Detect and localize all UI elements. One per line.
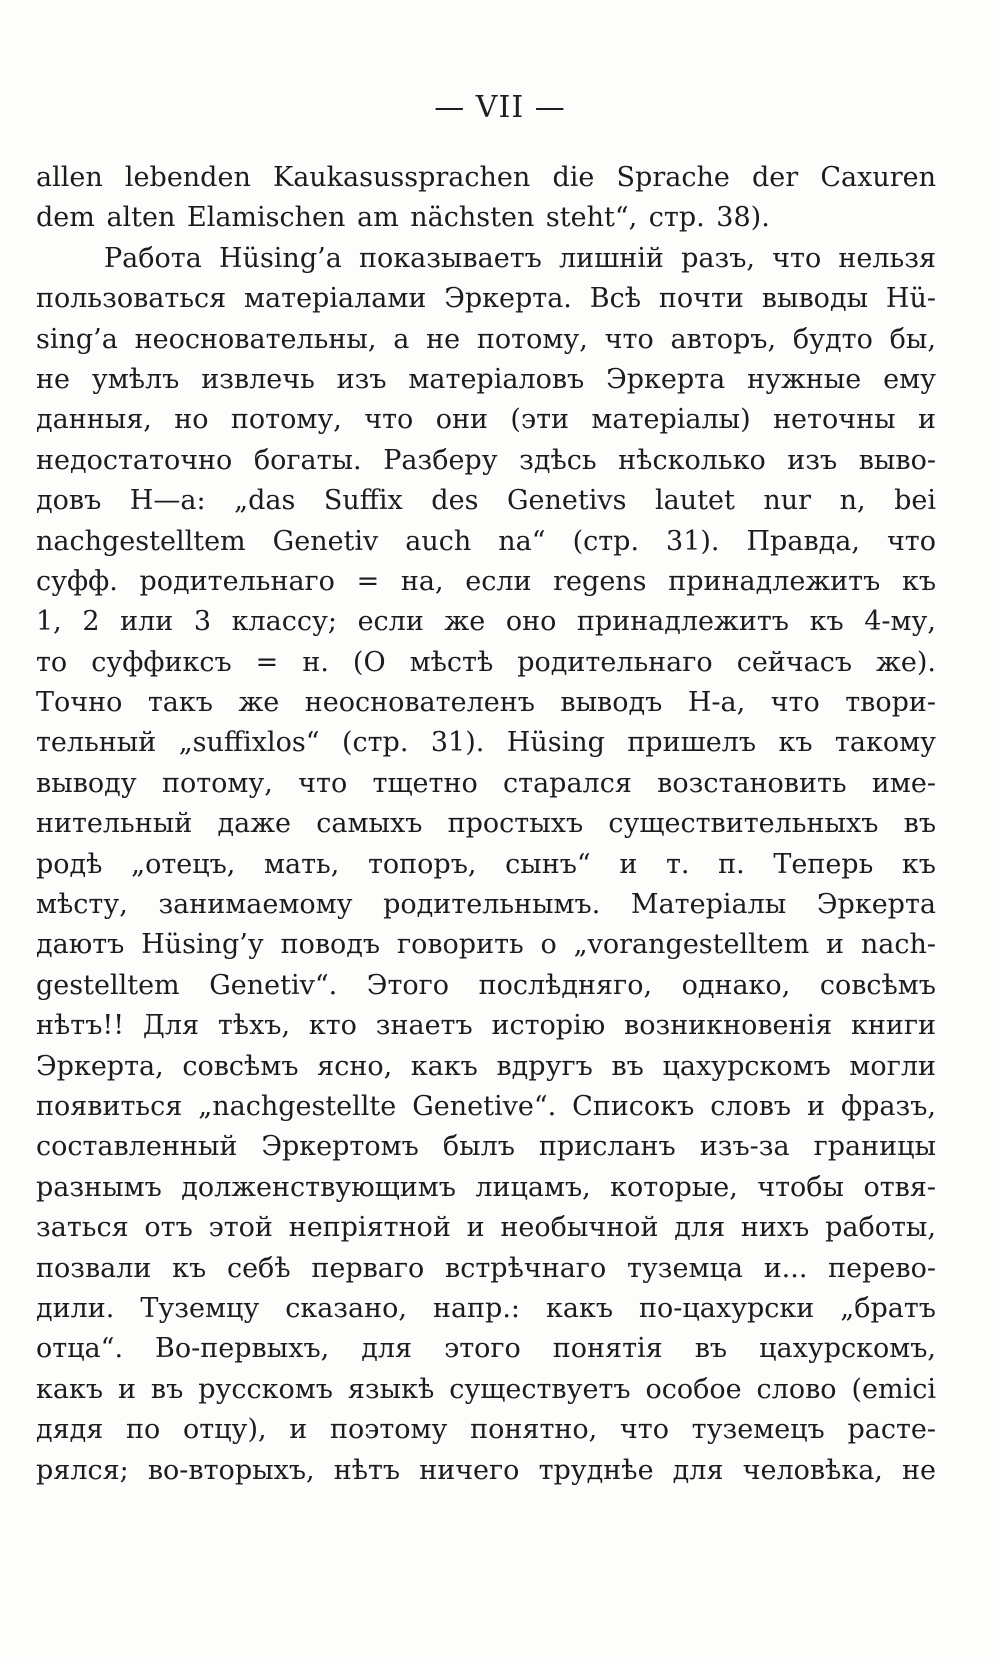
text-line: даютъ Hüsing’у поводъ говорить о „vorangestelltem и nach- <box>36 929 936 961</box>
text-line: суфф. родительнаго = на, если regens принадлежитъ къ <box>36 565 936 597</box>
text-line: появиться „nachgestellte Genetive“. Списокъ словъ и фразъ, <box>36 1090 936 1122</box>
text-line: разнымъ долженствующимъ лицамъ, которые, чтобы отвя- <box>36 1171 936 1203</box>
text-line: пользоваться матеріалами Эркерта. Всѣ почти выводы Hü- <box>36 283 936 315</box>
text-line: родѣ „отецъ, мать, топоръ, сынъ“ и т. п. Теперь къ <box>36 848 936 880</box>
text-line: нительный даже самыхъ простыхъ существительныхъ въ <box>36 808 936 840</box>
text-line: мѣсту, занимаемому родительнымъ. Матеріалы Эркерта <box>36 889 936 921</box>
text-line: дядя по отцу), и поэтому понятно, что туземецъ расте- <box>36 1414 936 1446</box>
page-number-header: — VII — <box>434 90 566 125</box>
text-line: то суффиксъ = н. (О мѣстѣ родительнаго сейчасъ же). <box>36 646 936 678</box>
text-line: 1, 2 или 3 классу; если же оно принадлежитъ къ 4-му, <box>36 606 936 638</box>
text-line: выводу потому, что тщетно старался возстановить име- <box>36 767 936 799</box>
text-line: nachgestelltem Genetiv auch na“ (стр. 31). Правда, что <box>36 525 936 557</box>
text-line: Эркерта, совсѣмъ ясно, какъ вдругъ въ цахурскомъ могли <box>36 1050 936 1082</box>
text-line: тельный „suffixlos“ (стр. 31). Hüsing пришелъ къ такому <box>36 727 936 759</box>
text-line: sing’a неосновательны, а не потому, что авторъ, будто бы, <box>36 323 936 355</box>
text-line: отца“. Во-первыхъ, для этого понятія въ цахурскомъ, <box>36 1333 936 1365</box>
text-line: дили. Туземцу сказано, напр.: какъ по-цахурски „братъ <box>36 1292 936 1324</box>
text-line: Точно такъ же неоснователенъ выводъ Н-а, что твори- <box>36 687 936 719</box>
paragraph-first-line: Работа Hüsing’а показываетъ лишній разъ, что нельзя <box>104 242 936 274</box>
text-line: довъ Н—а: „das Suffix des Genetivs lautet nur n, bei <box>36 485 936 517</box>
text-line: недостаточно богаты. Разберу здѣсь нѣсколько изъ выво- <box>36 444 936 476</box>
text-line: позвали къ себѣ перваго встрѣчнаго туземца и... перево- <box>36 1252 936 1284</box>
text-line: рялся; во-вторыхъ, нѣтъ ничего труднѣе для человѣка, не <box>36 1454 936 1486</box>
text-line: не умѣлъ извлечь изъ матеріаловъ Эркерта нужные ему <box>36 363 936 395</box>
text-line: allen lebenden Kaukasussprachen die Sprache der Caxuren <box>36 162 936 193</box>
text-line: данныя, но потому, что они (эти матеріалы) неточны и <box>36 404 936 436</box>
text-line: какъ и въ русскомъ языкѣ существуетъ особое слово (emici <box>36 1373 936 1405</box>
text-line: dem alten Elamischen am nächsten steht“, стр. 38). <box>36 202 770 234</box>
body-text <box>36 158 936 1491</box>
text-line: gestelltem Genetiv“. Этого послѣдняго, однако, совсѣмъ <box>36 969 936 1001</box>
text-line: нѣтъ!! Для тѣхъ, кто знаетъ исторію возникновенія книги <box>36 1010 936 1042</box>
text-line: составленный Эркертомъ былъ присланъ изъ-за границы <box>36 1131 936 1163</box>
text-line: заться отъ этой непріятной и необычной для нихъ работы, <box>36 1212 936 1244</box>
